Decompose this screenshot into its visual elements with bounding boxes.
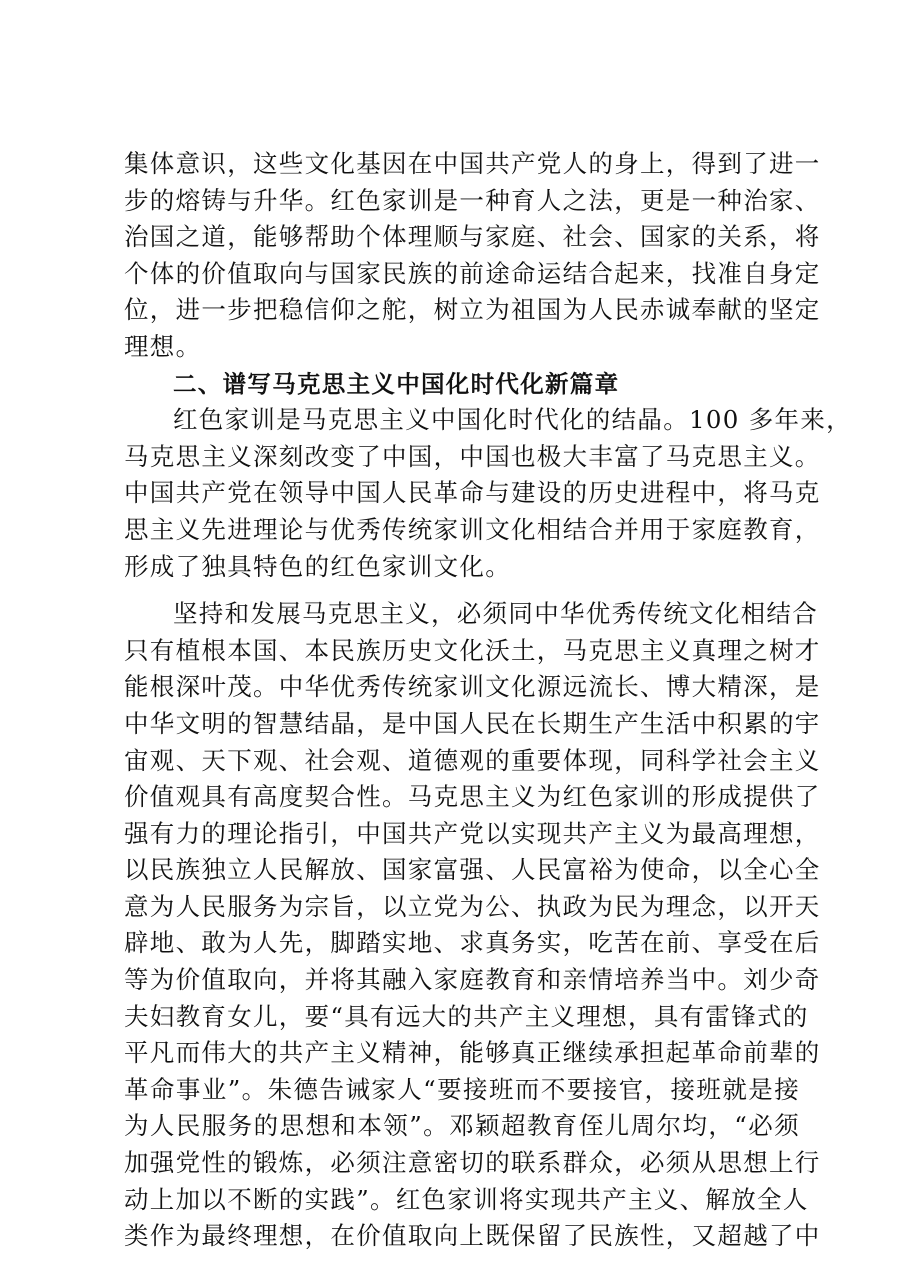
text-line: 革命事业”。朱德告诫家人“要接班而不要接官，接班就是接	[124, 1074, 800, 1104]
text-line: 辟地、敢为人先，脚踏实地、求真务实，吃苦在前、享受在后	[124, 928, 821, 958]
text-line: 中华文明的智慧结晶，是中国人民在长期生产生活中积累的宇	[124, 708, 821, 738]
text-line: 强有力的理论指引，中国共产党以实现共产主义为最高理想，	[124, 818, 821, 848]
text-line: 价值观具有高度契合性。马克思主义为红色家训的形成提供了	[124, 782, 821, 812]
heading-text: 二、谱写马克思主义中国化时代化新篇章	[173, 369, 620, 398]
text-line: 理想。	[124, 331, 202, 361]
paragraph	[124, 402, 852, 585]
text-line: 治国之道，能够帮助个体理顺与家庭、社会、国家的关系，将	[124, 222, 821, 252]
text-line: 位，进一步把稳信仰之舵，树立为祖国为人民赤诚奉献的坚定	[124, 295, 821, 325]
text-line: 集体意识，这些文化基因在中国共产党人的身上，得到了进一	[124, 149, 821, 178]
text-line: 思主义先进理论与优秀传统家训文化相结合并用于家庭教育，	[124, 514, 821, 544]
text-line: 动上加以不断的实践”。红色家训将实现共产主义、解放全人	[124, 1184, 809, 1214]
document-body	[124, 146, 852, 1255]
text-line: 加强党性的锻炼，必须注意密切的联系群众，必须从思想上行	[124, 1148, 821, 1178]
text-line: 红色家训是马克思主义中国化时代化的结晶。100 多年来，	[173, 405, 852, 435]
text-line: 平凡而伟大的共产主义精神，能够真正继续承担起革命前辈的	[124, 1038, 821, 1068]
text-line: 宙观、天下观、社会观、道德观的重要体现，同科学社会主义	[124, 745, 821, 775]
section-heading	[124, 366, 800, 403]
paragraph	[124, 596, 821, 1255]
text-line: 等为价值取向，并将其融入家庭教育和亲情培养当中。刘少奇	[124, 965, 821, 995]
text-line: 类作为最终理想，在价值取向上既保留了民族性，又超越了中	[124, 1221, 821, 1251]
text-line: 只有植根本国、本民族历史文化沃土，马克思主义真理之树才	[124, 635, 821, 665]
text-line: 个体的价值取向与国家民族的前途命运结合起来，找准自身定	[124, 258, 821, 288]
text-line: 意为人民服务为宗旨，以立党为公、执政为民为理念，以开天	[124, 891, 821, 921]
text-line: 步的熔铸与升华。红色家训是一种育人之法，更是一种治家、	[124, 185, 821, 215]
text-line: 夫妇教育女儿，要“具有远大的共产主义理想，具有雷锋式的	[124, 1001, 809, 1031]
text-line: 形成了独具特色的红色家训文化。	[124, 551, 511, 581]
text-line: 为人民服务的思想和本领”。邓颖超教育侄儿周尔均，“必须	[124, 1111, 800, 1141]
text-line: 坚持和发展马克思主义，必须同中华优秀传统文化相结合	[173, 599, 818, 629]
text-line: 中国共产党在领导中国人民革命与建设的历史进程中，将马克	[124, 478, 821, 508]
paragraph-gap	[124, 585, 800, 596]
text-line: 能根深叶茂。中华优秀传统家训文化源远流长、博大精深，是	[124, 672, 821, 702]
text-line: 以民族独立人民解放、国家富强、人民富裕为使命，以全心全	[124, 855, 821, 885]
text-line: 马克思主义深刻改变了中国，中国也极大丰富了马克思主义。	[124, 441, 821, 471]
paragraph	[124, 146, 821, 366]
